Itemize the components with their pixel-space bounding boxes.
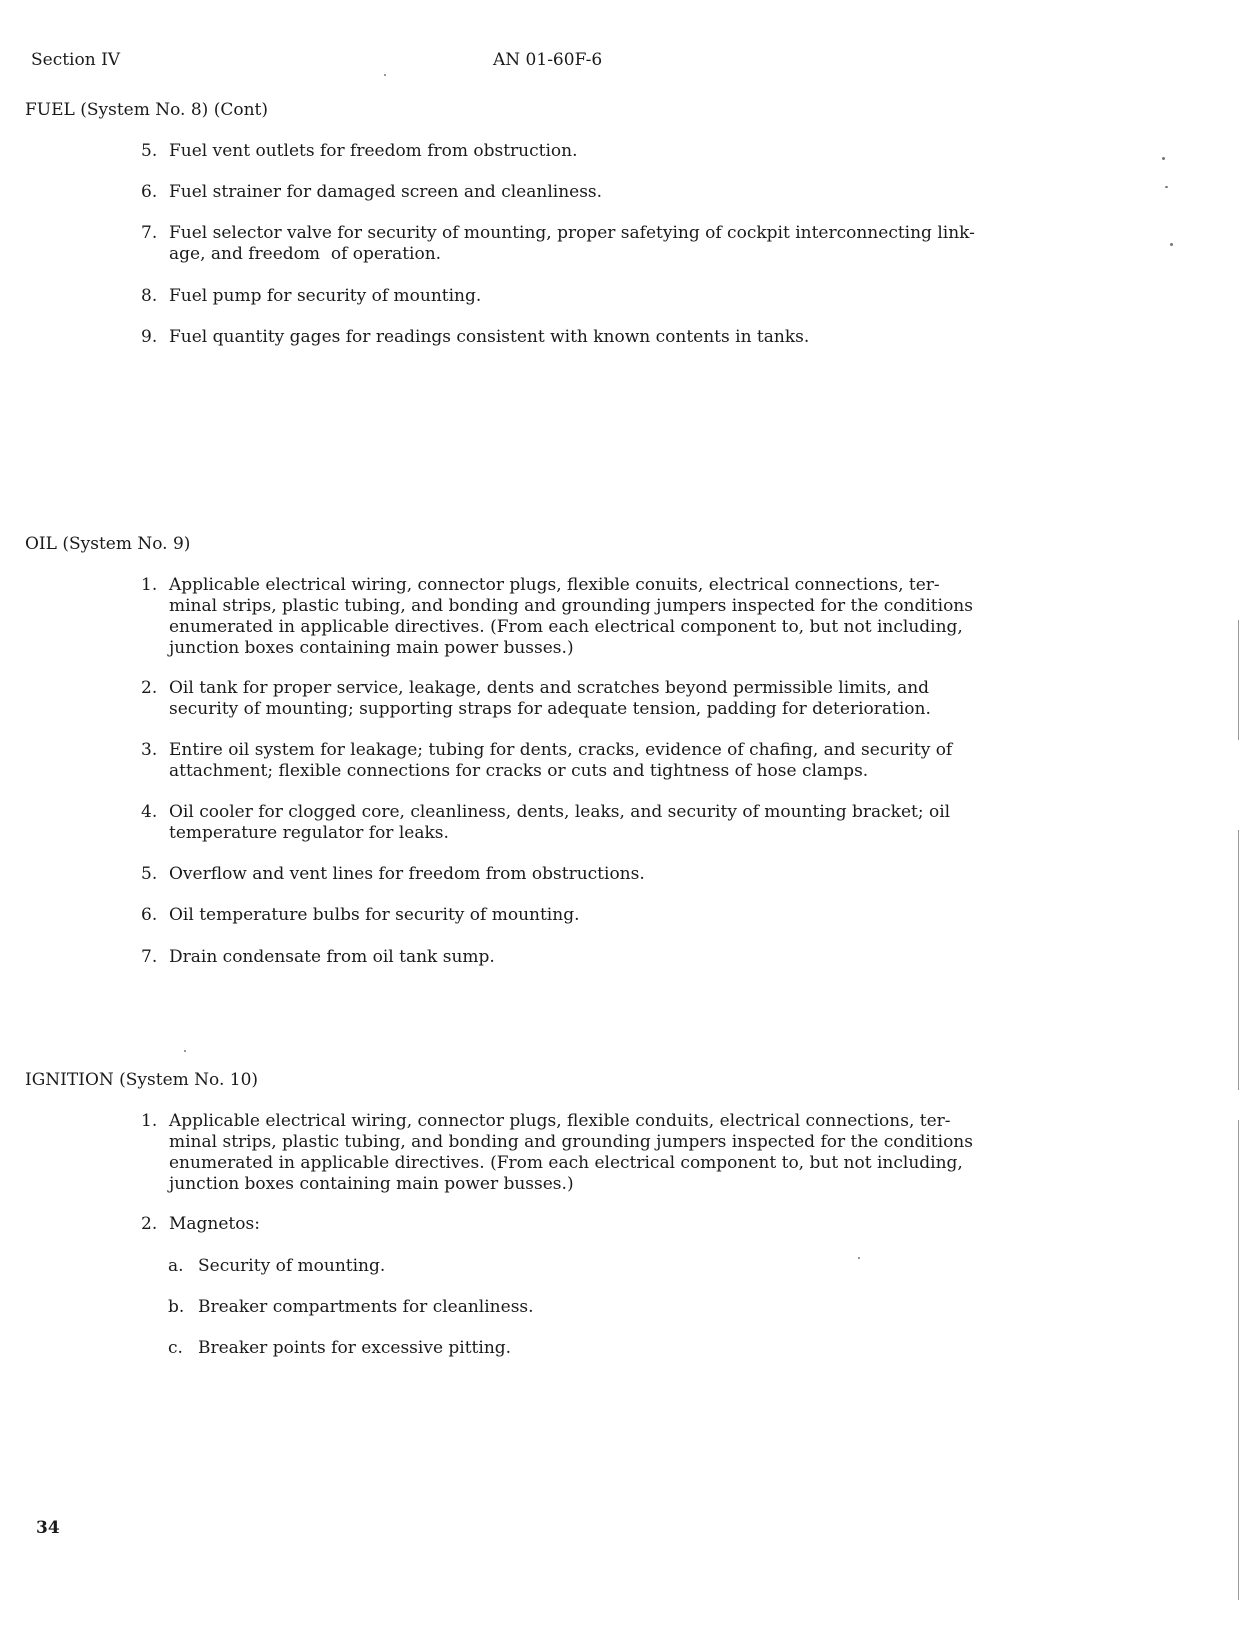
item-number: 2.: [141, 678, 158, 698]
item-text-line: Oil temperature bulbs for security of mounting.: [169, 905, 580, 925]
item-text-continuation: age, and freedom of operation.: [169, 244, 442, 264]
oil-heading: OIL (System No. 9): [25, 534, 191, 554]
item-text: Fuel vent outlets for freedom from obstruction.: [169, 141, 578, 161]
section-label: Section IV: [31, 50, 121, 70]
item-text-line: Oil tank for proper service, leakage, dents and scratches beyond permissible limits, and: [169, 678, 930, 698]
item-number: 6.: [141, 905, 158, 925]
item-text-line: Applicable electrical wiring, connector plugs, flexible conuits, electrical connections, ter-: [169, 575, 940, 595]
ignition-heading: IGNITION (System No. 10): [25, 1070, 259, 1090]
page-number: 34: [36, 1518, 60, 1538]
scan-speck: [384, 74, 386, 76]
item-text-line: enumerated in applicable directives. (From each electrical component to, but not including,: [169, 617, 963, 637]
scan-speck: [1162, 157, 1165, 160]
item-number: 2.: [141, 1214, 158, 1234]
scan-speck: [858, 1257, 860, 1259]
item-text: Fuel strainer for damaged screen and cleanliness.: [169, 182, 603, 202]
document-id: AN 01-60F-6: [493, 50, 603, 70]
item-text-line: attachment; flexible connections for cracks or cuts and tightness of hose clamps.: [169, 761, 869, 781]
item-text: Fuel quantity gages for readings consistent with known contents in tanks.: [169, 327, 810, 347]
fuel-heading: FUEL (System No. 8) (Cont): [25, 100, 269, 120]
sub-item-letter: c.: [168, 1338, 183, 1358]
item-number: 5.: [141, 864, 158, 884]
item-text: Fuel selector valve for security of mounting, proper safetying of cockpit interconnecting link-: [169, 223, 975, 243]
item-text-line: junction boxes containing main power busses.): [169, 1174, 574, 1194]
item-text-line: Magnetos:: [169, 1214, 260, 1234]
item-number: 7.: [141, 947, 158, 967]
item-number: 4.: [141, 802, 158, 822]
item-text-line: junction boxes containing main power busses.): [169, 638, 574, 658]
item-text-line: security of mounting; supporting straps for adequate tension, padding for deterioration.: [169, 699, 931, 719]
sub-item-letter: b.: [168, 1297, 185, 1317]
item-number: 9.: [141, 327, 158, 347]
item-number: 8.: [141, 286, 158, 306]
item-text-line: Applicable electrical wiring, connector plugs, flexible conduits, electrical connections, ter-: [169, 1111, 951, 1131]
item-text-line: enumerated in applicable directives. (From each electrical component to, but not including,: [169, 1153, 963, 1173]
item-number: 6.: [141, 182, 158, 202]
sub-item-text: Security of mounting.: [198, 1256, 386, 1276]
scan-speck: [1170, 243, 1173, 246]
item-text-line: Overflow and vent lines for freedom from obstructions.: [169, 864, 645, 884]
sub-item-text: Breaker points for excessive pitting.: [198, 1338, 512, 1358]
scan-edge-mark: [1238, 620, 1239, 740]
item-text-line: minal strips, plastic tubing, and bonding and grounding jumpers inspected for the conditions: [169, 596, 973, 616]
scan-speck: [184, 1050, 186, 1052]
item-number: 1.: [141, 575, 158, 595]
item-number: 5.: [141, 141, 158, 161]
item-number: 1.: [141, 1111, 158, 1131]
scan-edge-mark: [1238, 1120, 1239, 1600]
item-text-line: temperature regulator for leaks.: [169, 823, 449, 843]
item-text: Fuel pump for security of mounting.: [169, 286, 482, 306]
item-number: 7.: [141, 223, 158, 243]
scan-speck: [1165, 186, 1168, 188]
scan-edge-mark: [1238, 830, 1239, 1090]
item-text-line: Oil cooler for clogged core, cleanliness, dents, leaks, and security of mounting bracket; oil: [169, 802, 951, 822]
sub-item-text: Breaker compartments for cleanliness.: [198, 1297, 534, 1317]
item-text-line: Entire oil system for leakage; tubing for dents, cracks, evidence of chafing, and security of: [169, 740, 953, 760]
item-text-line: Drain condensate from oil tank sump.: [169, 947, 495, 967]
item-text-line: minal strips, plastic tubing, and bonding and grounding jumpers inspected for the conditions: [169, 1132, 973, 1152]
item-number: 3.: [141, 740, 158, 760]
sub-item-letter: a.: [168, 1256, 184, 1276]
